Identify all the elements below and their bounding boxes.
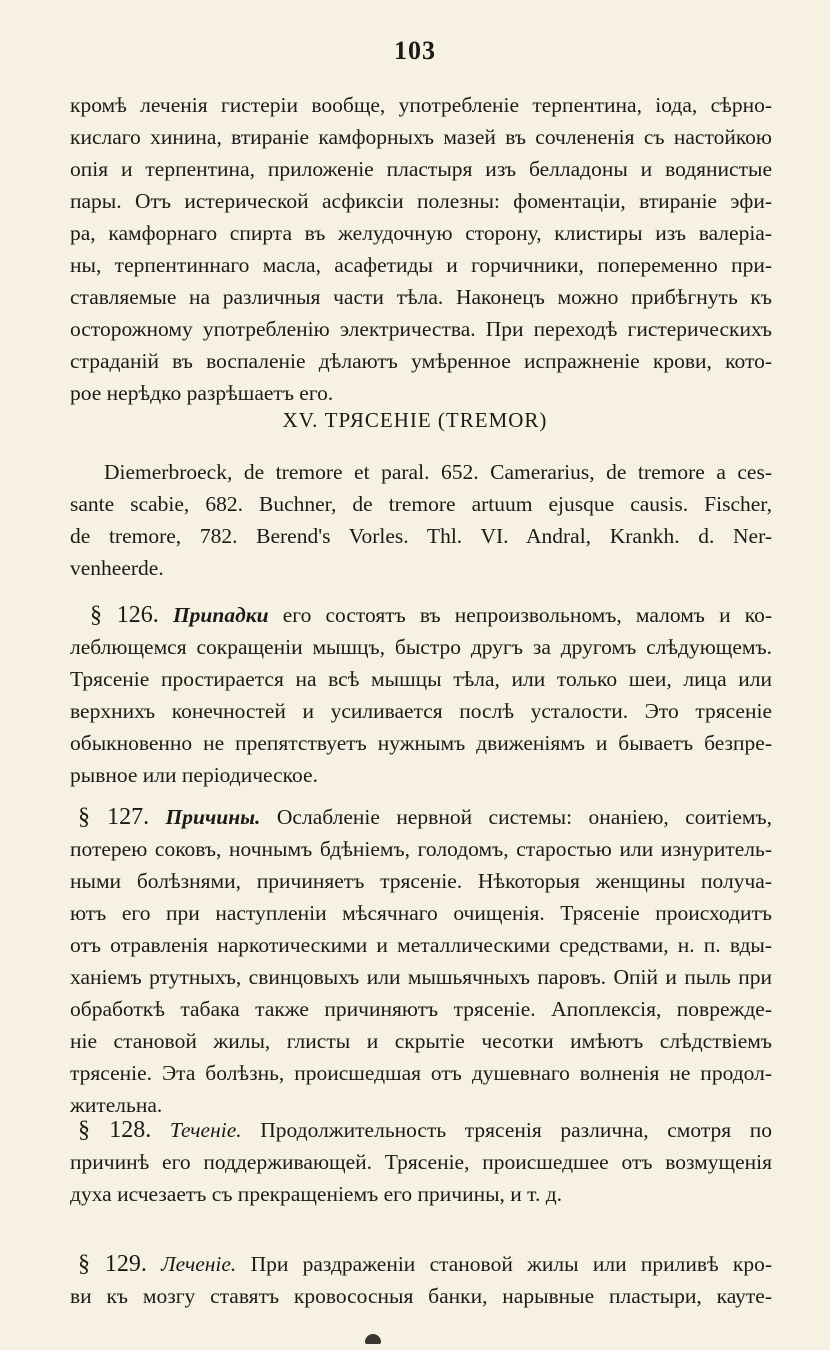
section-first-line bbox=[70, 801, 772, 833]
biblio-line: de tremore, 782. Berend's Vorles. Thl. VI. Andral, Krankh. d. Ner- bbox=[70, 524, 772, 548]
text-run: Ослабленіе нервной системы: онаніею, соитіемъ, bbox=[276, 805, 773, 829]
text-run: При раздраженіи становой жилы или приливѣ кро- bbox=[250, 1252, 773, 1276]
section-128 bbox=[70, 1114, 772, 1210]
section-title: Теченіе. bbox=[169, 1118, 242, 1142]
text-line: духа исчезаетъ съ прекращеніемъ его причины, и т. д. bbox=[70, 1182, 563, 1206]
section-number: § 129. bbox=[78, 1251, 147, 1277]
section-first-line bbox=[70, 1114, 772, 1146]
bibliography bbox=[70, 456, 772, 584]
text-line: кромѣ леченія гистеріи вообще, употребленіе терпентина, іода, сѣрно- bbox=[70, 93, 772, 117]
text-line: рое нерѣдко разрѣшаетъ его. bbox=[70, 381, 334, 405]
text-line: потерею соковъ, ночнымъ бдѣніемъ, голодомъ, старостью или изнуритель- bbox=[70, 837, 772, 861]
section-129 bbox=[70, 1248, 772, 1312]
section-title: Припадки bbox=[172, 603, 269, 627]
text-line: ными болѣзнями, причиняетъ трясеніе. Нѣкоторыя женщины получа- bbox=[70, 869, 772, 893]
text-line: осторожному употребленію электричества. При переходѣ гистерическихъ bbox=[70, 317, 772, 341]
section-first-line bbox=[70, 599, 772, 631]
ink-blot bbox=[365, 1334, 381, 1344]
text-line: пары. Отъ истерической асфиксіи полезны: фоментаціи, втираніе эфи- bbox=[70, 189, 772, 213]
text-line: ханіемъ ртутныхъ, свинцовыхъ или мышьячныхъ паровъ. Опій и пыль при bbox=[70, 965, 772, 989]
text-line: ви къ мозгу ставятъ кровососныя банки, нарывные пластыри, кауте- bbox=[70, 1284, 772, 1308]
page-number: 103 bbox=[394, 36, 436, 65]
section-first-line bbox=[70, 1248, 772, 1280]
section-title: Леченіе. bbox=[161, 1252, 237, 1276]
text-line: обработкѣ табака также причиняютъ трясеніе. Апоплексія, поврежде- bbox=[70, 997, 772, 1021]
text-line: ставляемые на различныя части тѣла. Наконецъ можно прибѣгнуть къ bbox=[70, 285, 772, 309]
text-run: Продолжительность трясенія различна, смотря по bbox=[260, 1118, 773, 1142]
text-line: трясеніе. Эта болѣзнь, происшедшая отъ душевнаго волненія не продол- bbox=[70, 1061, 772, 1085]
text-line: рывное или періодическое. bbox=[70, 763, 318, 787]
section-126 bbox=[70, 599, 772, 791]
biblio-line: sante scabie, 682. Buchner, de tremore artuum ejusque causis. Fischer, bbox=[70, 492, 772, 516]
text-line: страданій въ воспаленіе дѣлаютъ умѣренное испражненіе крови, кото- bbox=[70, 349, 772, 373]
text-line: опія и терпентина, приложеніе пластыря изъ белладоны и водянистые bbox=[70, 157, 772, 181]
text-line: леблющемся сокращеніи мышцъ, быстро другъ за другомъ слѣдующемъ. bbox=[70, 635, 772, 659]
text-line: причинѣ его поддерживающей. Трясеніе, происшедшее отъ возмущенія bbox=[70, 1150, 772, 1174]
biblio-line: venheerde. bbox=[70, 556, 164, 580]
text-line: ра, камфорнаго спирта въ желудочную сторону, клистиры изъ валеріа- bbox=[70, 221, 772, 245]
text-line: ны, терпентиннаго масла, асафетиды и горчичники, попеременно при- bbox=[70, 253, 772, 277]
text-line: Трясеніе простирается на всѣ мышцы тѣла, или только шеи, лица или bbox=[70, 667, 772, 691]
text-line: кислаго хинина, втираніе камфорныхъ мазей въ сочлененія съ настойкою bbox=[70, 125, 772, 149]
section-number: § 128. bbox=[78, 1117, 152, 1143]
text-line: жительна. bbox=[70, 1093, 163, 1117]
chapter-heading: XV. ТРЯСЕНІЕ (TREMOR) bbox=[282, 408, 548, 432]
section-number: § 126. bbox=[90, 602, 159, 628]
section-number: § 127. bbox=[78, 804, 150, 830]
text-line: ютъ его при наступленіи мѣсячнаго очищенія. Трясеніе происходитъ bbox=[70, 901, 772, 925]
text-line: ніе становой жилы, глисты и скрытіе чесотки имѣютъ слѣдствіемъ bbox=[70, 1029, 772, 1053]
text-run: его состоятъ въ непроизвольномъ, маломъ и ко- bbox=[282, 603, 772, 627]
paragraph-hysteria-treatment bbox=[70, 89, 772, 409]
section-127 bbox=[70, 801, 772, 1121]
biblio-line: Diemerbroeck, de tremore et paral. 652. Camerarius, de tremore a ces- bbox=[104, 460, 772, 484]
text-line: верхнихъ конечностей и усиливается послѣ усталости. Это трясеніе bbox=[70, 699, 772, 723]
text-line: отъ отравленія наркотическими и металлическими средствами, н. п. вды- bbox=[70, 933, 772, 957]
section-title: Причины. bbox=[165, 805, 261, 829]
text-line: обыкновенно не препятствуетъ нужнымъ движеніямъ и бываетъ безпре- bbox=[70, 731, 772, 755]
